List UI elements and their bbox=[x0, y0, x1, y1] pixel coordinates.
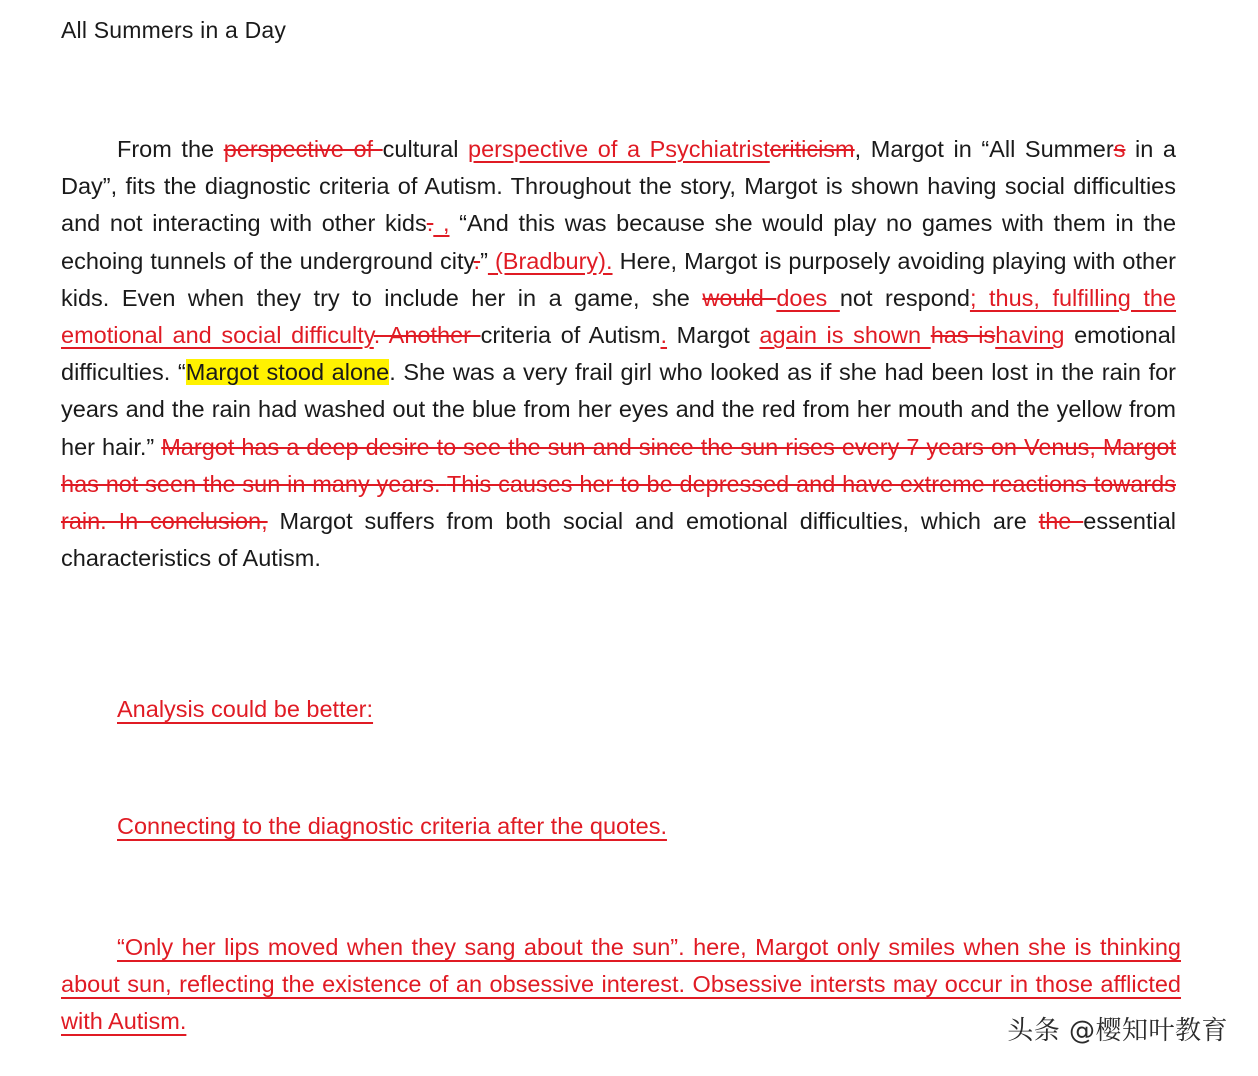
comment-quote-note: “Only her lips moved when they sang about the sun”. here, Margot only smiles when she is thinking about sun, reflecting the existence of an obsessive interest. Obsessive intersts may occur in those afflicted with Autism. bbox=[61, 934, 1181, 1035]
text-run: . She was a very frail girl who looked as if she had been lost in the rain for years and the rain had washed out the blue from her eyes and the red from her mouth and the yellow from her hair.” bbox=[61, 359, 1177, 460]
text-run: , Margot in “All Summer bbox=[854, 136, 1114, 162]
text-run: Here, Margot is purposely avoiding playing with other kids. Even when they try to include her in a game, she bbox=[61, 247, 1176, 311]
deleted-text: has is bbox=[930, 322, 996, 349]
comment-analysis: Analysis could be better: bbox=[117, 696, 374, 722]
watermark-logo: 头条 @樱知叶教育 bbox=[1007, 1016, 1228, 1046]
text-run: criteria of Autism bbox=[480, 322, 661, 349]
comment-connecting: Connecting to the diagnostic criteria after the quotes. bbox=[117, 813, 667, 839]
text-run: Margot suffers from both social and emotional difficulties, which are bbox=[267, 508, 1039, 535]
text-run: essential characteristics of Autism. bbox=[61, 508, 1176, 572]
deleted-text: s bbox=[1113, 136, 1126, 162]
deleted-text: . bbox=[473, 247, 481, 274]
text-run: ” bbox=[480, 247, 488, 274]
inserted-text: (Bradbury). bbox=[487, 247, 613, 274]
deleted-text: This causes her to be depressed and have extreme reactions towards rain. In conclusion, bbox=[61, 470, 1176, 535]
inserted-text: , bbox=[433, 210, 450, 237]
text-run: in a Day”, fits the diagnostic criteria of Autism. Throughout the story, Margot is shown having social difficulties and not interacting with other kids bbox=[61, 136, 1176, 237]
document-title: All Summers in a Day bbox=[61, 17, 287, 43]
text-run: cultural bbox=[382, 136, 469, 162]
deleted-text: would bbox=[702, 284, 777, 311]
highlighted-text: Margot stood alone bbox=[185, 359, 390, 386]
deleted-text: perspective of bbox=[223, 136, 383, 162]
deleted-text: the bbox=[1038, 508, 1084, 535]
inserted-text: does bbox=[776, 284, 840, 311]
essay-paragraph bbox=[61, 131, 1176, 577]
inserted-text: perspective of a Psychiatrist bbox=[468, 136, 770, 162]
inserted-text: having bbox=[995, 322, 1065, 349]
text-run: “And this was because she would play no games with them in the echoing tunnels of the underground city bbox=[61, 210, 1177, 274]
deleted-text: Margot has a deep desire to see the sun and since the sun rises every 7 years on Venus, Margot has not seen the sun in many years. bbox=[61, 433, 1176, 497]
deleted-text: . bbox=[426, 210, 434, 237]
text-run: emotional difficulties. “ bbox=[61, 322, 1176, 386]
inserted-text: ; thus, fulfilling the emotional and social difficulty bbox=[61, 284, 1177, 349]
deleted-text: . Another bbox=[373, 322, 481, 349]
text-run: Margot bbox=[667, 322, 760, 349]
text-run: not respond bbox=[839, 284, 970, 311]
inserted-text: again is shown bbox=[759, 322, 931, 349]
text-run: From the bbox=[117, 136, 224, 162]
deleted-text: criticism bbox=[769, 136, 855, 162]
inserted-text: . bbox=[660, 322, 668, 349]
